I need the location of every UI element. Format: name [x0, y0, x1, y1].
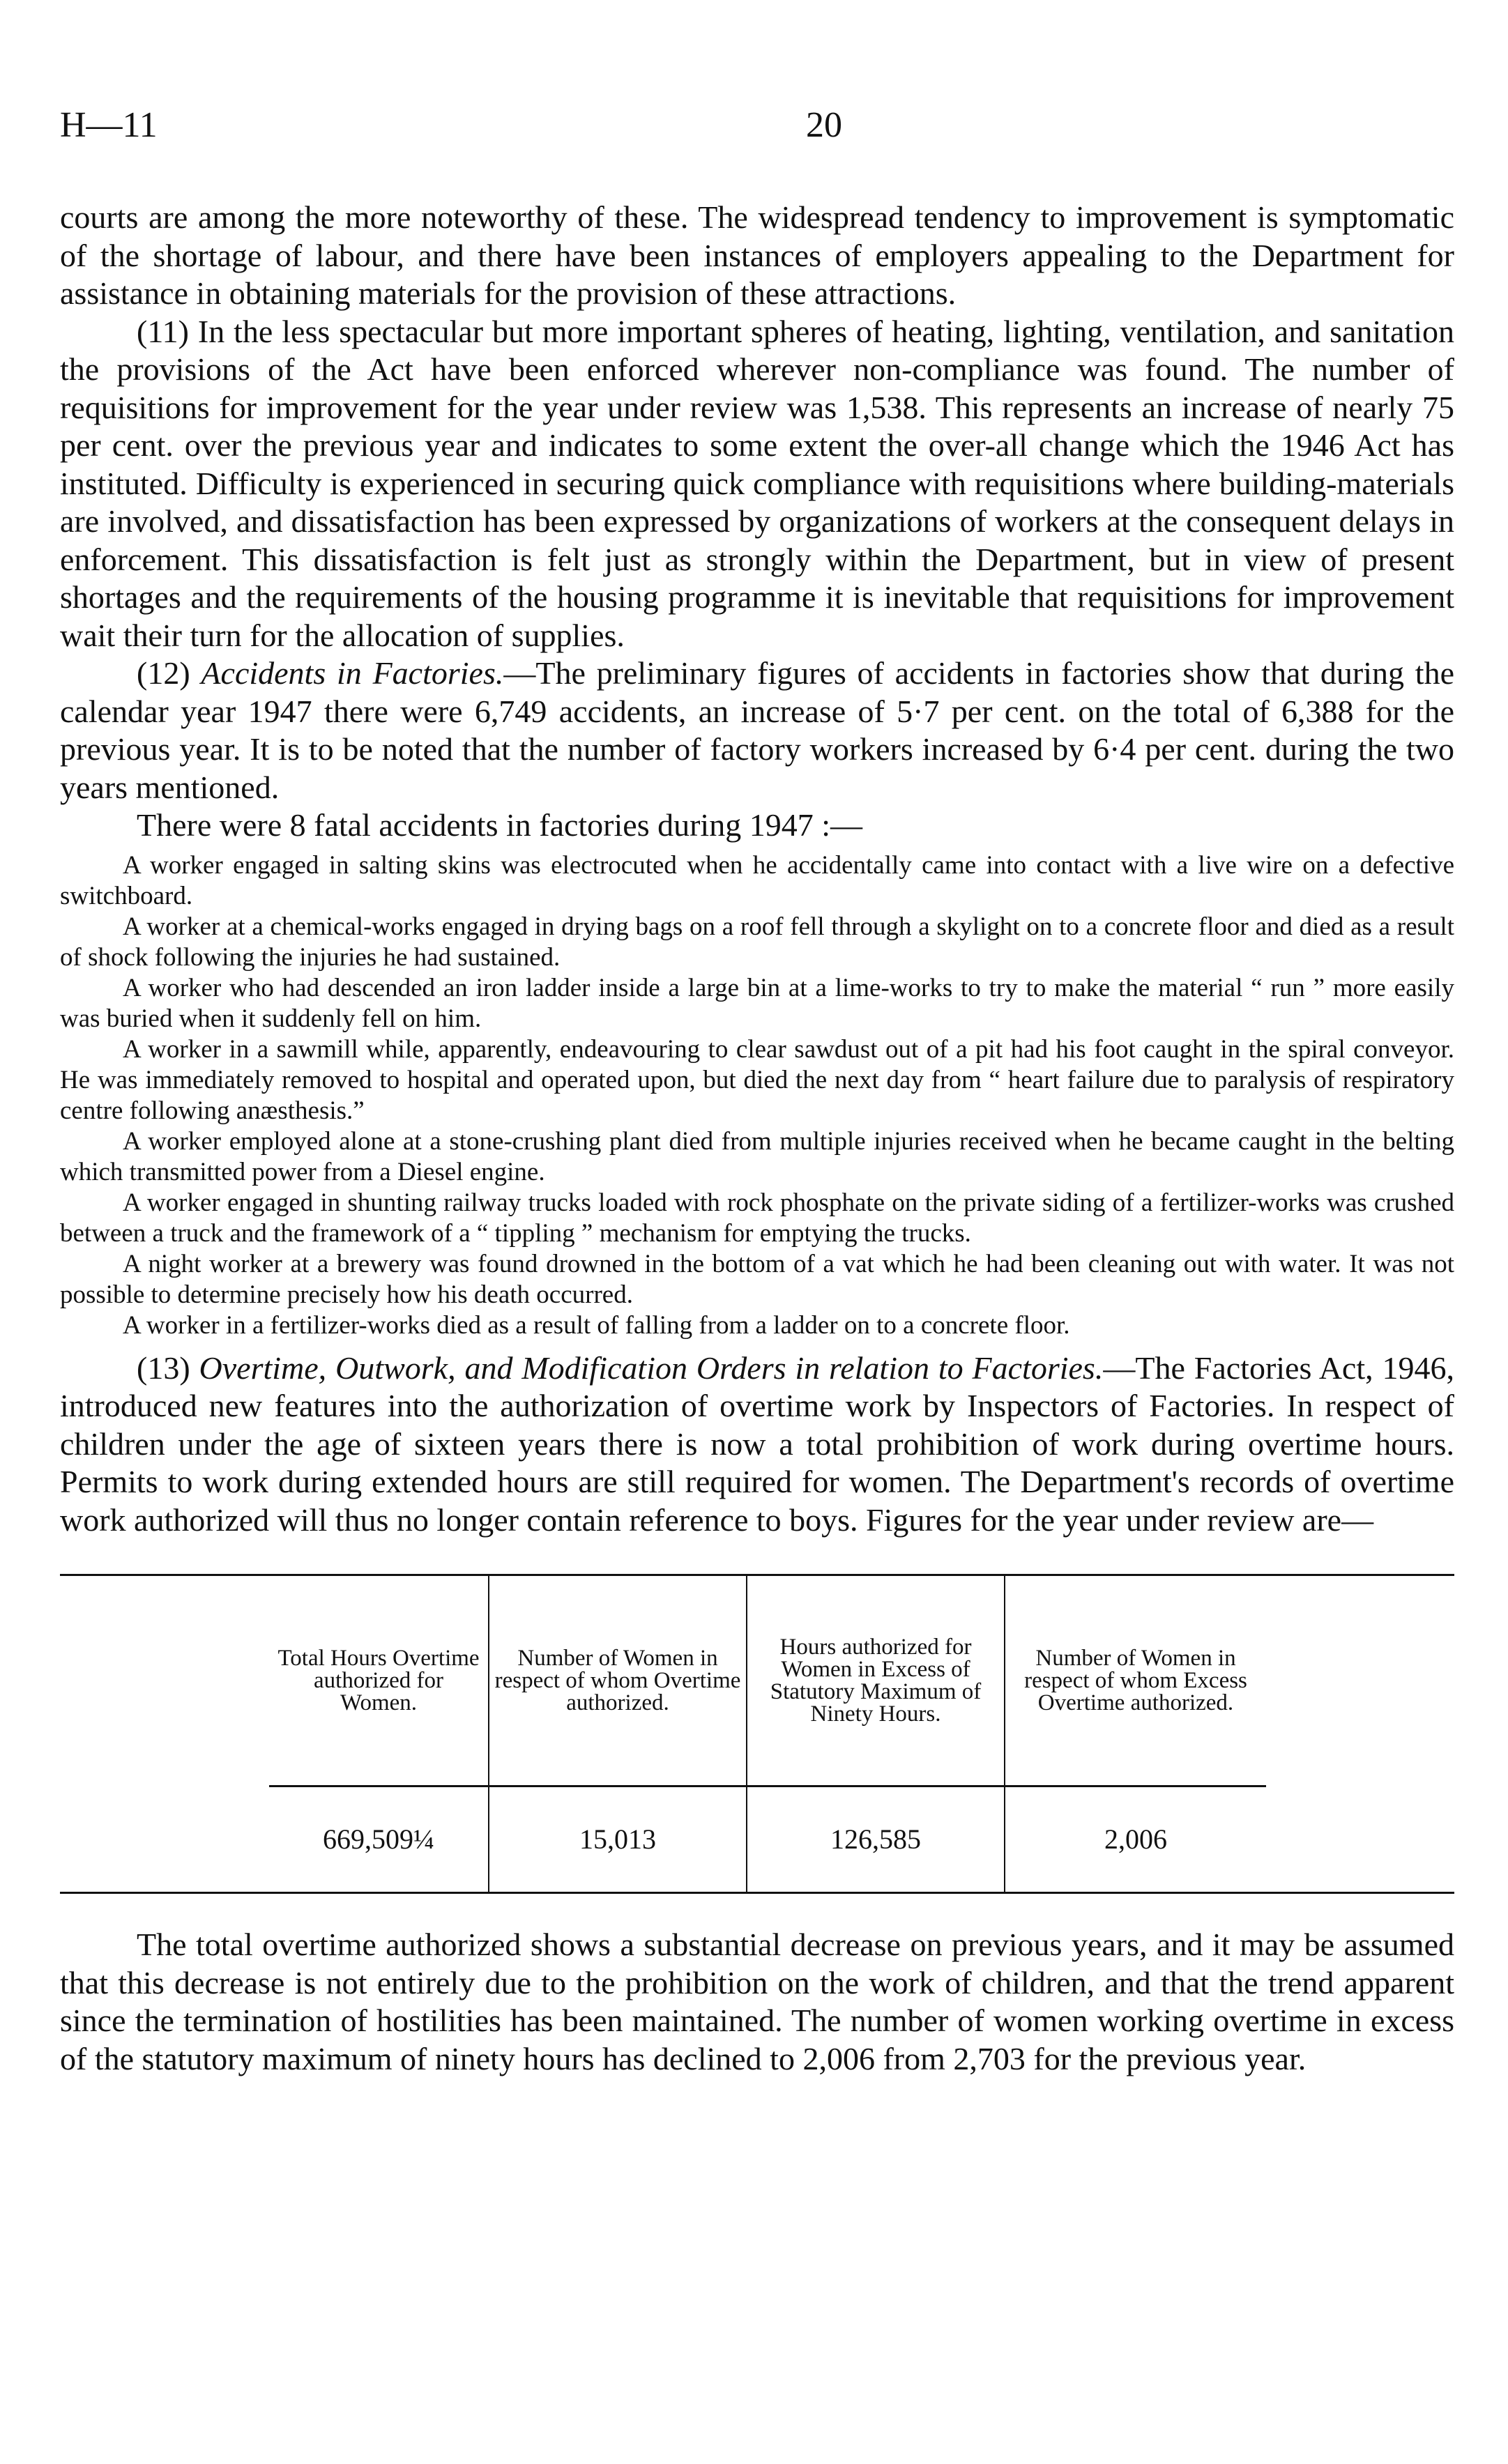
paragraph-12-number: (12)	[137, 655, 190, 691]
page-header	[60, 105, 1454, 153]
header-total-hours: Total Hours Overtime authorized for Women.	[277, 1646, 480, 1715]
header-excess-hours: Hours authorized for Women in Excess of Statutory Maximum of Ninety Hours.	[747, 1575, 1005, 1786]
paragraph-11: (11) In the less spectacular but more important spheres of heating, lighting, ventilation, and sanitation the provisions of the Act have been enforced wherever non-compliance was found. The number of requisitions for improvement for the year under review was 1,538. This represents an increase of nearly 75 per cent. over the previous year and indicates to some extent the over-all change which the 1946 Act has instituted. Difficulty is experienced in securing quick compliance with requisitions where building-materials are involved, and dissatisfaction has been expressed by organizations of workers at the consequent delays in enforcement. This dissatisfaction is felt just as strongly within the Department, but in view of present shortages and the requirements of the housing programme it is inevitable that requisitions for improvement wait their turn for the allocation of supplies.	[60, 313, 1454, 653]
closing-paragraph: The total overtime authorized shows a substantial decrease on previous years, and it may be assumed that this decrease is not entirely due to the prohibition on the work of children, and that the trend apparent since the termination of hostilities has been maintained. The number of women working overtime in excess of the statutory maximum of ninety hours has declined to 2,006 from 2,703 for the previous year.	[60, 1927, 1454, 2076]
accident-item: A worker engaged in shunting railway trucks loaded with rock phosphate on the private siding of a fertilizer-works was crushed between a truck and the framework of a “ tippling ” mechanism for emptying the trucks.	[60, 1188, 1454, 1248]
overtime-table	[60, 1574, 1454, 1894]
paragraph-12-body: —The preliminary figures of accidents in factories show that during the calendar year 1947 there were 6,749 accidents, an increase of 5·7 per cent. on the total of 6,388 for the previous year. It is to be noted that the number of factory workers increased by 6·4 per cent. during the two years mentioned.	[60, 655, 1454, 805]
accident-item: A night worker at a brewery was found drowned in the bottom of a vat which he had been cleaning out with water. It was not possible to determine precisely how his death occurred.	[60, 1249, 1454, 1309]
value-excess-women: 2,006	[1005, 1787, 1266, 1893]
table-header-row	[60, 1575, 1454, 1786]
paragraph-13-title: Overtime, Outwork, and Modification Orders in relation to Factories.	[199, 1349, 1104, 1386]
accident-item: A worker in a fertilizer-works died as a result of falling from a ladder on to a concrete floor.	[123, 1310, 1070, 1340]
value-number-women: 15,013	[489, 1787, 747, 1893]
value-total-hours: 669,509¼	[323, 1823, 434, 1855]
paragraph-12	[60, 655, 1454, 806]
paragraph-13-number: (13)	[137, 1349, 190, 1386]
table-row	[60, 1787, 1454, 1893]
accident-item: A worker who had descended an iron ladder inside a large bin at a lime-works to try to make the material “ run ” more easily was buried when it suddenly fell on him.	[60, 973, 1454, 1033]
accident-item: A worker at a chemical-works engaged in drying bags on a roof fell through a skylight on to a concrete floor and died as a result of shock following the injuries he had sustained.	[60, 912, 1454, 972]
paragraph-13-body: —The Factories Act, 1946, introduced new features into the authorization of overtime work by Inspectors of Factories. In respect of children under the age of sixteen years there is now a total prohibition of work during overtime hours. Permits to work during extended hours are still required for women. The Department's records of overtime work authorized will thus no longer contain reference to boys. Figures for the year under review are—	[60, 1349, 1455, 1538]
page-number: 20	[806, 105, 842, 145]
fatal-accidents-list	[60, 850, 1454, 1341]
header-excess-women: Number of Women in respect of whom Excess Overtime authorized.	[1005, 1575, 1266, 1786]
header-number-women: Number of Women in respect of whom Overtime authorized.	[489, 1575, 747, 1786]
paragraph-12-title: Accidents in Factories.	[201, 655, 504, 691]
accident-item: A worker engaged in salting skins was electrocuted when he accidentally came into contact with a live wire on a defective switchboard.	[60, 850, 1454, 910]
fatal-accidents-intro: There were 8 fatal accidents in factories during 1947 :—	[137, 807, 862, 843]
accident-item: A worker employed alone at a stone-crushing plant died from multiple injuries received when he became caught in the belting which transmitted power from a Diesel engine.	[60, 1126, 1454, 1186]
paragraph-continuation: courts are among the more noteworthy of these. The widespread tendency to improvement is symptomatic of the shortage of labour, and there have been instances of employers appealing to the Department for assistance in obtaining materials for the provision of these attractions.	[60, 199, 1454, 311]
page-body	[60, 199, 1454, 2078]
paragraph-13	[60, 1349, 1454, 1540]
accident-item: A worker in a sawmill while, apparently, endeavouring to clear sawdust out of a pit had his foot caught in the spiral conveyor. He was immediately removed to hospital and operated upon, but died the next day from “ heart failure due to paralysis of respiratory centre following anæsthesis.”	[60, 1034, 1454, 1125]
value-excess-hours: 126,585	[747, 1787, 1005, 1893]
document-code: H—11	[60, 105, 158, 145]
